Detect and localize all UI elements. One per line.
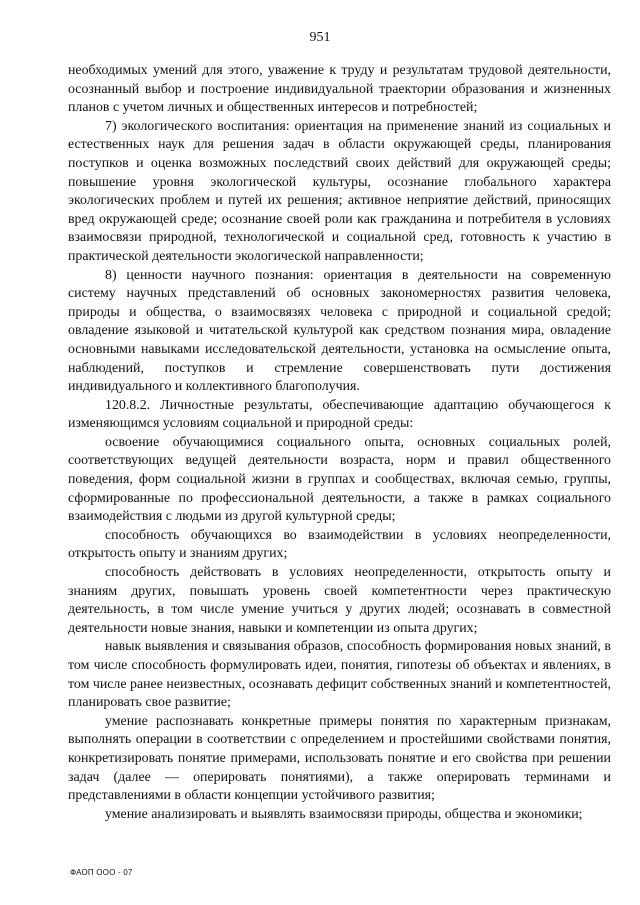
document-body [68, 62, 611, 824]
paragraph-continuation: необходимых умений для этого, уважение к труду и результатам трудовой деятельности, осознанный выбор и построение индивидуальной траектории образования и жизненных планов с учетом личных и общественных интересов и потребностей; [68, 63, 611, 116]
paragraph-analysis: умение анализировать и выявлять взаимосвязи природы, общества и экономики; [105, 806, 583, 822]
paragraph-image-linking: навык выявления и связывания образов, способность формирования новых знаний, в том числе способность формулировать идеи, понятия, гипотезы об объектах и явлениях, в том числе ранее неизвестных, осознавать дефицит собственных знаний и компетентностей, планировать свое развитие; [68, 639, 611, 711]
paragraph-scientific-knowledge: 8) ценности научного познания: ориентация в деятельности на современную систему научных представлений об основных закономерностях развития человека, природы и общества, о взаимосвязях человека с природной и социальной средой; овладение языковой и читательской культурой как средством познания мира, овладение основными навыками исследовательской деятельности, установка на осмысление опыта, наблюдений, поступков и стремление совершенствовать пути достижения индивидуального и коллективного благополучия. [68, 267, 611, 395]
page-number: 951 [309, 30, 331, 45]
paragraph-concept-recognition: умение распознавать конкретные примеры понятия по характерным признакам, выполнять операции в соответствии с определением и простейшими свойствами понятия, конкретизировать понятие примерами, использовать понятие и его свойства при решении задач (далее — оперировать понятиями), а также оперировать терминами и представлениями в области концепции устойчивого развития; [68, 713, 611, 804]
paragraph-section-120-8-2: 120.8.2. Личностные результаты, обеспечивающие адаптацию обучающегося к изменяющимся условиям социальной и природной среды: [68, 397, 611, 432]
paragraph-ecological-education: 7) экологического воспитания: ориентация на применение знаний из социальных и естественных наук для решения задач в области окружающей среды, планирования поступков и оценка возможных последствий своих действий для окружающей среды; повышение уровня экологической культуры, осознание глобального характера экологических проблем и путей их решения; активное неприятие действий, приносящих вред окружающей среде; осознание своей роли как гражданина и потребителя в условиях взаимосвязи природной, технологической и социальной сред, готовность к участию в практической деятельности экологической направленности; [68, 118, 611, 264]
paragraph-interaction-uncertainty: способность обучающихся во взаимодействии в условиях неопределенности, открытость опыту и знаниям других; [68, 527, 611, 562]
footer-document-code: ФАОП ООО - 07 [70, 868, 133, 877]
paragraph-acting-uncertainty: способность действовать в условиях неопределенности, открытость опыту и знаниям других, повышать уровень своей компетентности через практическую деятельность, в том числе умение учиться у других людей; осознавать в совместной деятельности новые знания, навыки и компетенции из опыта других; [68, 565, 611, 636]
paragraph-social-experience: освоение обучающимися социального опыта, основных социальных ролей, соответствующих ведущей деятельности возраста, норм и правил общественного поведения, форм социальной жизни в группах и сообществах, включая семью, группы, сформированные по профессиональной деятельности, а также в рамках социального взаимодействия с людьми из другой культурной среды; [68, 434, 611, 525]
